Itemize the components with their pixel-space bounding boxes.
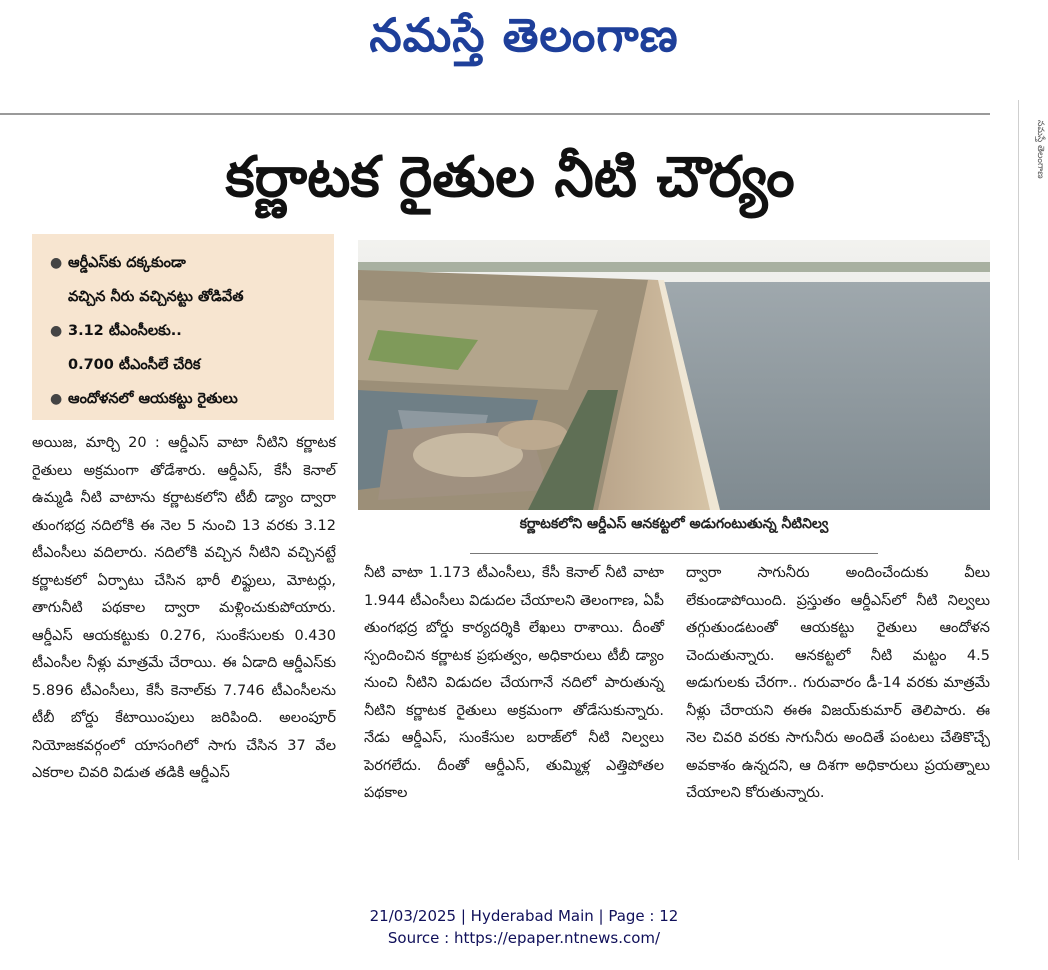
caption-underline <box>470 553 878 554</box>
bullet-icon: ● <box>50 323 63 339</box>
adjacent-page-edge-text: నమస్తే తెలంగాణ <box>1035 120 1045 179</box>
dam-photo <box>358 240 990 510</box>
dam-photo-illustration <box>358 240 990 510</box>
article-column-3: ద్వారా సాగునీరు అందించేందుకు వీలు లేకుండాపోయింది. ప్రస్తుతం ఆర్డీఎస్‌లో నీటి నిల్వలు తగ్గుతుండటంతో ఆయకట్టు రైతులు ఆందోళన చెందుతున్నారు. ఆనకట్టలో నీటి మట్టం 4.5 అడుగులకు చేరగా.. గురువారం డీ-14 వరకు మాత్రమే నీళ్లు చేరాయని ఈఈ విజయ్‌కుమార్ తెలిపారు. ఈ నెల చివరి వరకు సాగునీరు అందితే పంటలు చేతికొచ్చే అవకాశం ఉన్నదని, ఆ దిశగా అధికారులు ప్రయత్నాలు చేయాలని కోరుతున్నారు. <box>686 565 990 801</box>
bullet-icon: ● <box>50 391 63 407</box>
footer-edition-info: 21/03/2025 | Hyderabad Main | Page : 12 <box>369 907 679 925</box>
article-column-2: నీటి వాటా 1.173 టీఎంసీలు, కేసీ కెనాల్ నీటి వాటా 1.944 టీఎంసీలు విడుదల చేయాలని తెలంగాణ, ఏపీ తుంగభద్ర బోర్డు కార్యదర్శికి లేఖలు రాశాయి. దీంతో స్పందించిన కర్ణాటక ప్రభుత్వం, అధికారులు టీబీ డ్యాం నుంచి నీటిని విడుదల చేయగానే నదిలో పారుతున్న నీటిని కర్ణాటక రైతులు అక్రమంగా తోడేసుకున్నారు. నేడు ఆర్డీఎస్, సుంకేసుల బరాజ్‌లో నీటి నిల్వలు పెరగలేదు. దీంతో ఆర్డీఎస్, తుమ్మిళ్ల ఎత్తిపోతల పథకాల <box>364 565 664 801</box>
article-headline: కర్ణాటక రైతుల నీటి చౌర్యం <box>225 145 795 210</box>
highlight-line: ఆర్డీఎస్‌కు దక్కకుండా <box>68 255 186 271</box>
highlight-line: ఆందోళనలో ఆయకట్టు రైతులు <box>68 391 238 407</box>
highlights-box <box>32 234 334 420</box>
highlight-item <box>46 246 324 280</box>
masthead-divider <box>0 113 990 115</box>
highlight-line: 3.12 టీఎంసీలకు.. <box>68 323 182 339</box>
masthead <box>0 0 1048 100</box>
photo-caption: కర్ణాటకలోని ఆర్డీఎస్ ఆనకట్టలో అడుగంటుతున్న నీటినిల్వ <box>519 516 829 532</box>
highlight-item <box>46 314 324 348</box>
highlight-item <box>46 382 324 416</box>
highlight-continuation: వచ్చిన నీరు వచ్చినట్టు తోడివేత <box>68 289 244 305</box>
column-divider-right <box>1018 100 1019 860</box>
page-footer <box>0 905 1048 949</box>
newspaper-logo: నమస్తే తెలంగాణ <box>369 8 679 62</box>
highlight-continuation: 0.700 టీఎంసీలే చేరిక <box>68 357 201 373</box>
footer-source-link[interactable]: Source : https://epaper.ntnews.com/ <box>387 929 661 947</box>
bullet-icon: ● <box>50 255 63 271</box>
article-column-1: అయిజ, మార్చి 20 : ఆర్డీఎస్ వాటా నీటిని కర్ణాటక రైతులు అక్రమంగా తోడేశారు. ఆర్డీఎస్, కేసీ కెనాల్ ఉమ్మడి నీటి వాటాను కర్ణాటకలోని టీబీ డ్యాం ద్వారా తుంగభద్ర నదిలోకి ఈ నెల 5 నుంచి 13 వరకు 3.12 టీఎంసీలు వదిలారు. నదిలోకి వచ్చిన నీటిని వచ్చినట్టే కర్ణాటకలో ఏర్పాటు చేసిన భారీ లిఫ్టులు, మోటర్లు, తాగునీటి పథకాల ద్వారా మళ్లించుకుపోయారు. ఆర్డీఎస్ ఆయకట్టుకు 0.276, సుంకేసులకు 0.430 టీఎంసీల నీళ్లు మాత్రమే చేరాయి. ఈ ఏడాది ఆర్డీఎస్‌కు 5.896 టీఎంసీలు, కేసీ కెనాల్‌కు 7.746 టీఎంసీలను టీబీ బోర్డు కేటాయింపులు జరిపింది. అలంపూర్ నియోజకవర్గంలో యాసంగిలో సాగు చేసిన 37 వేల ఎకరాల చివరి విడుత తడికి ఆర్డీఎస్ <box>32 435 336 781</box>
